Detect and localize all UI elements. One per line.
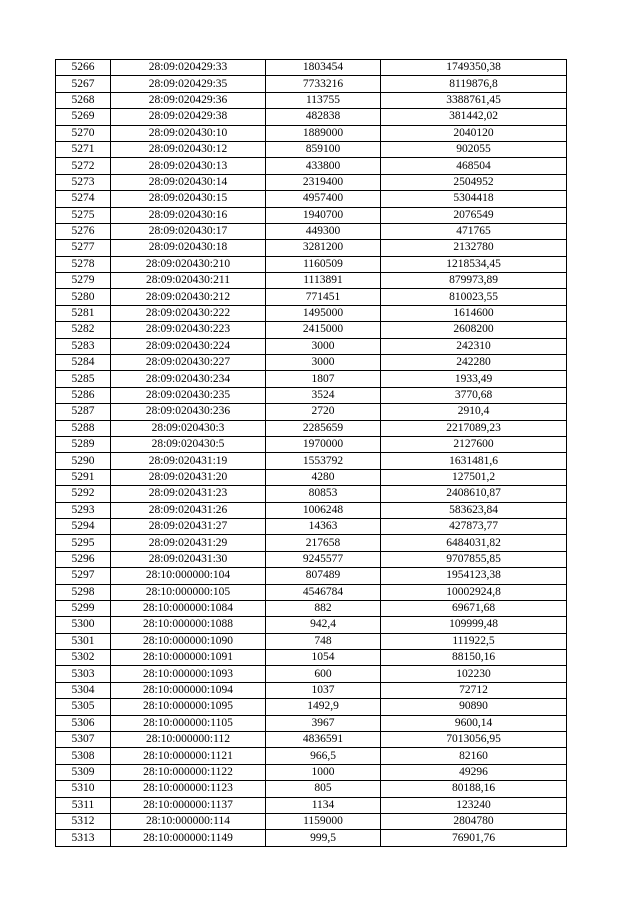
area-value-cell: 1807 <box>266 371 381 387</box>
table-row <box>56 682 567 698</box>
cost-value-cell: 82160 <box>381 748 567 764</box>
cadastral-number-cell: 28:10:000000:1105 <box>111 715 266 731</box>
area-value-cell: 1495000 <box>266 305 381 321</box>
table-row <box>56 699 567 715</box>
cadastral-number-cell: 28:09:020430:223 <box>111 322 266 338</box>
area-value-cell: 4546784 <box>266 584 381 600</box>
cadastral-number-cell: 28:10:000000:105 <box>111 584 266 600</box>
table-row <box>56 584 567 600</box>
area-value-cell: 2319400 <box>266 174 381 190</box>
row-number-cell: 5293 <box>56 502 111 518</box>
table-row <box>56 551 567 567</box>
cadastral-number-cell: 28:10:000000:1149 <box>111 830 266 846</box>
area-value-cell: 1037 <box>266 682 381 698</box>
area-value-cell: 1054 <box>266 650 381 666</box>
cadastral-number-cell: 28:10:000000:1093 <box>111 666 266 682</box>
area-value-cell: 1553792 <box>266 453 381 469</box>
cost-value-cell: 2127600 <box>381 436 567 452</box>
table-row <box>56 338 567 354</box>
cost-value-cell: 3388761,45 <box>381 92 567 108</box>
cadastral-number-cell: 28:10:000000:1091 <box>111 650 266 666</box>
cadastral-number-cell: 28:09:020430:210 <box>111 256 266 272</box>
area-value-cell: 2720 <box>266 404 381 420</box>
row-number-cell: 5295 <box>56 535 111 551</box>
cost-value-cell: 3770,68 <box>381 387 567 403</box>
cadastral-number-cell: 28:09:020431:20 <box>111 469 266 485</box>
cost-value-cell: 2217089,23 <box>381 420 567 436</box>
row-number-cell: 5280 <box>56 289 111 305</box>
table-row <box>56 141 567 157</box>
area-value-cell: 1134 <box>266 797 381 813</box>
row-number-cell: 5292 <box>56 486 111 502</box>
row-number-cell: 5272 <box>56 158 111 174</box>
cost-value-cell: 7013056,95 <box>381 732 567 748</box>
area-value-cell: 1970000 <box>266 436 381 452</box>
area-value-cell: 3967 <box>266 715 381 731</box>
cadastral-number-cell: 28:10:000000:1090 <box>111 633 266 649</box>
cadastral-number-cell: 28:09:020431:19 <box>111 453 266 469</box>
area-value-cell: 217658 <box>266 535 381 551</box>
row-number-cell: 5283 <box>56 338 111 354</box>
cost-value-cell: 2132780 <box>381 240 567 256</box>
cost-value-cell: 427873,77 <box>381 518 567 534</box>
area-value-cell: 2415000 <box>266 322 381 338</box>
table-row <box>56 781 567 797</box>
table-row <box>56 535 567 551</box>
row-number-cell: 5305 <box>56 699 111 715</box>
cost-value-cell: 5304418 <box>381 191 567 207</box>
table-row <box>56 633 567 649</box>
table-row <box>56 568 567 584</box>
row-number-cell: 5301 <box>56 633 111 649</box>
row-number-cell: 5310 <box>56 781 111 797</box>
row-number-cell: 5313 <box>56 830 111 846</box>
table-body <box>56 60 567 847</box>
table-row <box>56 797 567 813</box>
cost-value-cell: 69671,68 <box>381 600 567 616</box>
area-value-cell: 4280 <box>266 469 381 485</box>
cadastral-number-cell: 28:09:020430:3 <box>111 420 266 436</box>
row-number-cell: 5291 <box>56 469 111 485</box>
row-number-cell: 5298 <box>56 584 111 600</box>
cost-value-cell: 123240 <box>381 797 567 813</box>
cadastral-number-cell: 28:09:020429:35 <box>111 76 266 92</box>
cost-value-cell: 2910,4 <box>381 404 567 420</box>
row-number-cell: 5309 <box>56 764 111 780</box>
table-row <box>56 207 567 223</box>
row-number-cell: 5311 <box>56 797 111 813</box>
area-value-cell: 1113891 <box>266 273 381 289</box>
table-row <box>56 256 567 272</box>
cadastral-number-cell: 28:09:020430:14 <box>111 174 266 190</box>
table-row <box>56 666 567 682</box>
row-number-cell: 5279 <box>56 273 111 289</box>
cadastral-number-cell: 28:09:020430:18 <box>111 240 266 256</box>
row-number-cell: 5278 <box>56 256 111 272</box>
row-number-cell: 5286 <box>56 387 111 403</box>
cost-value-cell: 109999,48 <box>381 617 567 633</box>
row-number-cell: 5302 <box>56 650 111 666</box>
cost-value-cell: 381442,02 <box>381 109 567 125</box>
cost-value-cell: 10002924,8 <box>381 584 567 600</box>
row-number-cell: 5281 <box>56 305 111 321</box>
cost-value-cell: 2076549 <box>381 207 567 223</box>
table-row <box>56 371 567 387</box>
table-row <box>56 813 567 829</box>
cost-value-cell: 127501,2 <box>381 469 567 485</box>
cost-value-cell: 1954123,38 <box>381 568 567 584</box>
cadastral-number-cell: 28:09:020429:33 <box>111 60 266 76</box>
cadastral-number-cell: 28:09:020430:5 <box>111 436 266 452</box>
table-row <box>56 650 567 666</box>
cadastral-number-cell: 28:09:020431:30 <box>111 551 266 567</box>
area-value-cell: 113755 <box>266 92 381 108</box>
row-number-cell: 5312 <box>56 813 111 829</box>
cost-value-cell: 8119876,8 <box>381 76 567 92</box>
area-value-cell: 771451 <box>266 289 381 305</box>
table-row <box>56 158 567 174</box>
table-row <box>56 830 567 846</box>
table-row <box>56 436 567 452</box>
area-value-cell: 1006248 <box>266 502 381 518</box>
area-value-cell: 2285659 <box>266 420 381 436</box>
table-row <box>56 109 567 125</box>
table-row <box>56 92 567 108</box>
cadastral-number-cell: 28:09:020430:17 <box>111 223 266 239</box>
area-value-cell: 1160509 <box>266 256 381 272</box>
cadastral-number-cell: 28:10:000000:104 <box>111 568 266 584</box>
cost-value-cell: 9707855,85 <box>381 551 567 567</box>
row-number-cell: 5288 <box>56 420 111 436</box>
cadastral-number-cell: 28:09:020430:15 <box>111 191 266 207</box>
row-number-cell: 5289 <box>56 436 111 452</box>
row-number-cell: 5270 <box>56 125 111 141</box>
row-number-cell: 5271 <box>56 141 111 157</box>
cost-value-cell: 242310 <box>381 338 567 354</box>
row-number-cell: 5304 <box>56 682 111 698</box>
table-row <box>56 420 567 436</box>
cadastral-number-cell: 28:10:000000:1137 <box>111 797 266 813</box>
row-number-cell: 5287 <box>56 404 111 420</box>
table-row <box>56 305 567 321</box>
cadastral-value-table <box>55 59 567 847</box>
cost-value-cell: 902055 <box>381 141 567 157</box>
row-number-cell: 5296 <box>56 551 111 567</box>
row-number-cell: 5277 <box>56 240 111 256</box>
row-number-cell: 5290 <box>56 453 111 469</box>
table-row <box>56 715 567 731</box>
row-number-cell: 5282 <box>56 322 111 338</box>
cadastral-number-cell: 28:09:020430:227 <box>111 355 266 371</box>
area-value-cell: 1159000 <box>266 813 381 829</box>
cadastral-number-cell: 28:09:020429:38 <box>111 109 266 125</box>
area-value-cell: 942,4 <box>266 617 381 633</box>
area-value-cell: 9245577 <box>266 551 381 567</box>
cadastral-number-cell: 28:09:020430:13 <box>111 158 266 174</box>
area-value-cell: 80853 <box>266 486 381 502</box>
table-row <box>56 60 567 76</box>
cost-value-cell: 102230 <box>381 666 567 682</box>
cost-value-cell: 111922,5 <box>381 633 567 649</box>
row-number-cell: 5300 <box>56 617 111 633</box>
cost-value-cell: 9600,14 <box>381 715 567 731</box>
row-number-cell: 5299 <box>56 600 111 616</box>
table-row <box>56 502 567 518</box>
table-row <box>56 355 567 371</box>
cadastral-number-cell: 28:09:020430:12 <box>111 141 266 157</box>
cost-value-cell: 2608200 <box>381 322 567 338</box>
cadastral-number-cell: 28:09:020430:212 <box>111 289 266 305</box>
cadastral-number-cell: 28:10:000000:1121 <box>111 748 266 764</box>
area-value-cell: 1492,9 <box>266 699 381 715</box>
area-value-cell: 4957400 <box>266 191 381 207</box>
cost-value-cell: 2804780 <box>381 813 567 829</box>
row-number-cell: 5307 <box>56 732 111 748</box>
row-number-cell: 5285 <box>56 371 111 387</box>
cadastral-number-cell: 28:09:020431:29 <box>111 535 266 551</box>
cadastral-number-cell: 28:09:020431:23 <box>111 486 266 502</box>
table-row <box>56 486 567 502</box>
cadastral-number-cell: 28:10:000000:1084 <box>111 600 266 616</box>
row-number-cell: 5308 <box>56 748 111 764</box>
cadastral-number-cell: 28:09:020430:236 <box>111 404 266 420</box>
area-value-cell: 1889000 <box>266 125 381 141</box>
table-row <box>56 764 567 780</box>
cost-value-cell: 72712 <box>381 682 567 698</box>
row-number-cell: 5266 <box>56 60 111 76</box>
cadastral-number-cell: 28:09:020431:27 <box>111 518 266 534</box>
table-row <box>56 76 567 92</box>
cost-value-cell: 90890 <box>381 699 567 715</box>
cost-value-cell: 2408610,87 <box>381 486 567 502</box>
table-row <box>56 732 567 748</box>
row-number-cell: 5276 <box>56 223 111 239</box>
area-value-cell: 14363 <box>266 518 381 534</box>
cost-value-cell: 242280 <box>381 355 567 371</box>
area-value-cell: 3281200 <box>266 240 381 256</box>
area-value-cell: 3000 <box>266 338 381 354</box>
area-value-cell: 4836591 <box>266 732 381 748</box>
cost-value-cell: 1749350,38 <box>381 60 567 76</box>
area-value-cell: 600 <box>266 666 381 682</box>
table-row <box>56 387 567 403</box>
cadastral-number-cell: 28:09:020430:16 <box>111 207 266 223</box>
area-value-cell: 805 <box>266 781 381 797</box>
area-value-cell: 1000 <box>266 764 381 780</box>
cadastral-number-cell: 28:10:000000:112 <box>111 732 266 748</box>
cost-value-cell: 1631481,6 <box>381 453 567 469</box>
cost-value-cell: 76901,76 <box>381 830 567 846</box>
cadastral-number-cell: 28:10:000000:1123 <box>111 781 266 797</box>
cost-value-cell: 88150,16 <box>381 650 567 666</box>
cost-value-cell: 49296 <box>381 764 567 780</box>
row-number-cell: 5297 <box>56 568 111 584</box>
table-row <box>56 617 567 633</box>
table-row <box>56 748 567 764</box>
cadastral-number-cell: 28:10:000000:1094 <box>111 682 266 698</box>
area-value-cell: 999,5 <box>266 830 381 846</box>
table-row <box>56 469 567 485</box>
row-number-cell: 5274 <box>56 191 111 207</box>
cost-value-cell: 1933,49 <box>381 371 567 387</box>
area-value-cell: 433800 <box>266 158 381 174</box>
cadastral-number-cell: 28:09:020431:26 <box>111 502 266 518</box>
area-value-cell: 482838 <box>266 109 381 125</box>
cadastral-number-cell: 28:09:020430:10 <box>111 125 266 141</box>
area-value-cell: 7733216 <box>266 76 381 92</box>
area-value-cell: 1940700 <box>266 207 381 223</box>
row-number-cell: 5269 <box>56 109 111 125</box>
table-row <box>56 223 567 239</box>
cost-value-cell: 468504 <box>381 158 567 174</box>
cadastral-number-cell: 28:09:020430:222 <box>111 305 266 321</box>
cadastral-number-cell: 28:10:000000:1122 <box>111 764 266 780</box>
cost-value-cell: 1218534,45 <box>381 256 567 272</box>
cadastral-number-cell: 28:09:020430:234 <box>111 371 266 387</box>
area-value-cell: 3000 <box>266 355 381 371</box>
area-value-cell: 966,5 <box>266 748 381 764</box>
cost-value-cell: 2504952 <box>381 174 567 190</box>
table-row <box>56 273 567 289</box>
cadastral-number-cell: 28:09:020430:224 <box>111 338 266 354</box>
cadastral-number-cell: 28:10:000000:1095 <box>111 699 266 715</box>
cadastral-number-cell: 28:09:020430:235 <box>111 387 266 403</box>
cost-value-cell: 6484031,82 <box>381 535 567 551</box>
cost-value-cell: 1614600 <box>381 305 567 321</box>
cadastral-number-cell: 28:09:020430:211 <box>111 273 266 289</box>
cadastral-number-cell: 28:10:000000:1088 <box>111 617 266 633</box>
table-row <box>56 600 567 616</box>
table-row <box>56 453 567 469</box>
table-row <box>56 191 567 207</box>
table-row <box>56 322 567 338</box>
cost-value-cell: 80188,16 <box>381 781 567 797</box>
row-number-cell: 5273 <box>56 174 111 190</box>
cost-value-cell: 2040120 <box>381 125 567 141</box>
table-row <box>56 240 567 256</box>
table-row <box>56 125 567 141</box>
cost-value-cell: 879973,89 <box>381 273 567 289</box>
cadastral-number-cell: 28:09:020429:36 <box>111 92 266 108</box>
area-value-cell: 449300 <box>266 223 381 239</box>
area-value-cell: 1803454 <box>266 60 381 76</box>
row-number-cell: 5268 <box>56 92 111 108</box>
area-value-cell: 807489 <box>266 568 381 584</box>
table-row <box>56 404 567 420</box>
area-value-cell: 748 <box>266 633 381 649</box>
row-number-cell: 5294 <box>56 518 111 534</box>
row-number-cell: 5267 <box>56 76 111 92</box>
cost-value-cell: 583623,84 <box>381 502 567 518</box>
row-number-cell: 5284 <box>56 355 111 371</box>
table-row <box>56 518 567 534</box>
row-number-cell: 5306 <box>56 715 111 731</box>
cadastral-number-cell: 28:10:000000:114 <box>111 813 266 829</box>
cost-value-cell: 471765 <box>381 223 567 239</box>
table-row <box>56 174 567 190</box>
area-value-cell: 882 <box>266 600 381 616</box>
area-value-cell: 859100 <box>266 141 381 157</box>
row-number-cell: 5275 <box>56 207 111 223</box>
table-row <box>56 289 567 305</box>
cost-value-cell: 810023,55 <box>381 289 567 305</box>
row-number-cell: 5303 <box>56 666 111 682</box>
area-value-cell: 3524 <box>266 387 381 403</box>
